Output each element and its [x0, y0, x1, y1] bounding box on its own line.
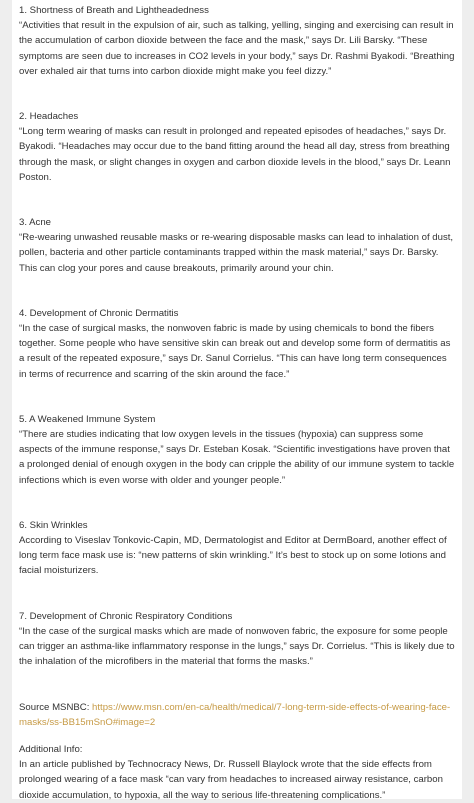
section-title: 7. Development of Chronic Respiratory Conditions	[19, 610, 233, 622]
additional-info-body: In an article published by Technocracy News, Dr. Russell Blaylock wrote that the side effects from prolonged wearing of a face mask “can vary from headaches to increased airway resistance, carbon dioxide accumulation, to hypoxia, all the way to serious life-threatening complications.”	[19, 759, 443, 801]
additional-info	[19, 742, 456, 803]
source-label: Source MSNBC:	[19, 701, 93, 713]
section-chronic-dermatitis	[19, 306, 456, 382]
additional-info-heading: Additional Info:	[19, 743, 83, 755]
section-weakened-immune-system	[19, 412, 456, 488]
section-shortness-of-breath	[19, 3, 456, 79]
source-link[interactable]: https://www.msn.com/en-ca/health/medical/7-long-term-side-effects-of-wearing-face-masks/ss-BB15mSnO#image=2	[19, 701, 451, 728]
section-body: “In the case of the surgical masks which are made of nonwoven fabric, the exposure for some people can trigger an asthma-like inflammatory response in the lungs,” says Dr. Corrielus. “This is likely due to the inhalation of the microfibers in the material that forms the masks.”	[19, 625, 455, 668]
section-chronic-respiratory	[19, 609, 456, 670]
section-body: “Long term wearing of masks can result in prolonged and repeated episodes of headaches,” says Dr. Byakodi. “Headaches may occur due to the band fitting around the head all day, stress from breathing through the mask, or slight changes in oxygen and carbon dioxide levels in the blood,” says Dr. Leann Poston.	[19, 126, 451, 183]
section-title: 6. Skin Wrinkles	[19, 519, 88, 531]
section-title: 2. Headaches	[19, 111, 79, 123]
section-headaches	[19, 109, 456, 185]
section-body: “Activities that result in the expulsion of air, such as talking, yelling, singing and exercising can result in the accumulation of carbon dioxide between the face and the mask,” says Dr. Lili Barsky. “These symptoms are seen due to increases in CO2 levels in your body,” says Dr. Rashmi Byakodi. “Breathing over exhaled air that turns into carbon dioxide might make you feel dizzy.”	[19, 20, 455, 77]
section-title: 5. A Weakened Immune System	[19, 413, 156, 425]
section-skin-wrinkles	[19, 518, 456, 579]
source-line	[19, 700, 456, 730]
section-title: 4. Development of Chronic Dermatitis	[19, 307, 179, 319]
section-body: “There are studies indicating that low oxygen levels in the tissues (hypoxia) can suppress some aspects of the immune response,” says Dr. Esteban Kosak. “Scientific investigations have proven that a prolonged denial of enough oxygen in the body can cripple the ability of our immune system to tackle infections which is even worse with older and younger people.”	[19, 429, 455, 486]
article-content	[12, 0, 462, 799]
section-title: 1. Shortness of Breath and Lightheadedness	[19, 5, 209, 16]
section-body: “In the case of surgical masks, the nonwoven fabric is made by using chemicals to bond the fibers together. Some people who have sensitive skin can break out and develop some form of dermatitis as a result of the repeated exposure,” says Dr. Sanul Corrielus. “This can have long term consequences in terms of recurrence and scarring of the skin around the face.”	[19, 323, 451, 380]
section-acne	[19, 215, 456, 276]
section-body: According to Viseslav Tonkovic-Capin, MD, Dermatologist and Editor at DermBoard, another effect of long term face mask use is: “new patterns of skin wrinkling.” It’s best to stock up on some lotions and facial moisturizers.	[19, 535, 447, 577]
section-title: 3. Acne	[19, 217, 52, 229]
section-body: “Re-wearing unwashed reusable masks or re-wearing disposable masks can lead to inhalation of dust, pollen, bacteria and other particle contaminants trapped within the mask material,” says Dr. Barsky. This can clog your pores and cause breakouts, primarily around your chin.	[19, 232, 454, 274]
